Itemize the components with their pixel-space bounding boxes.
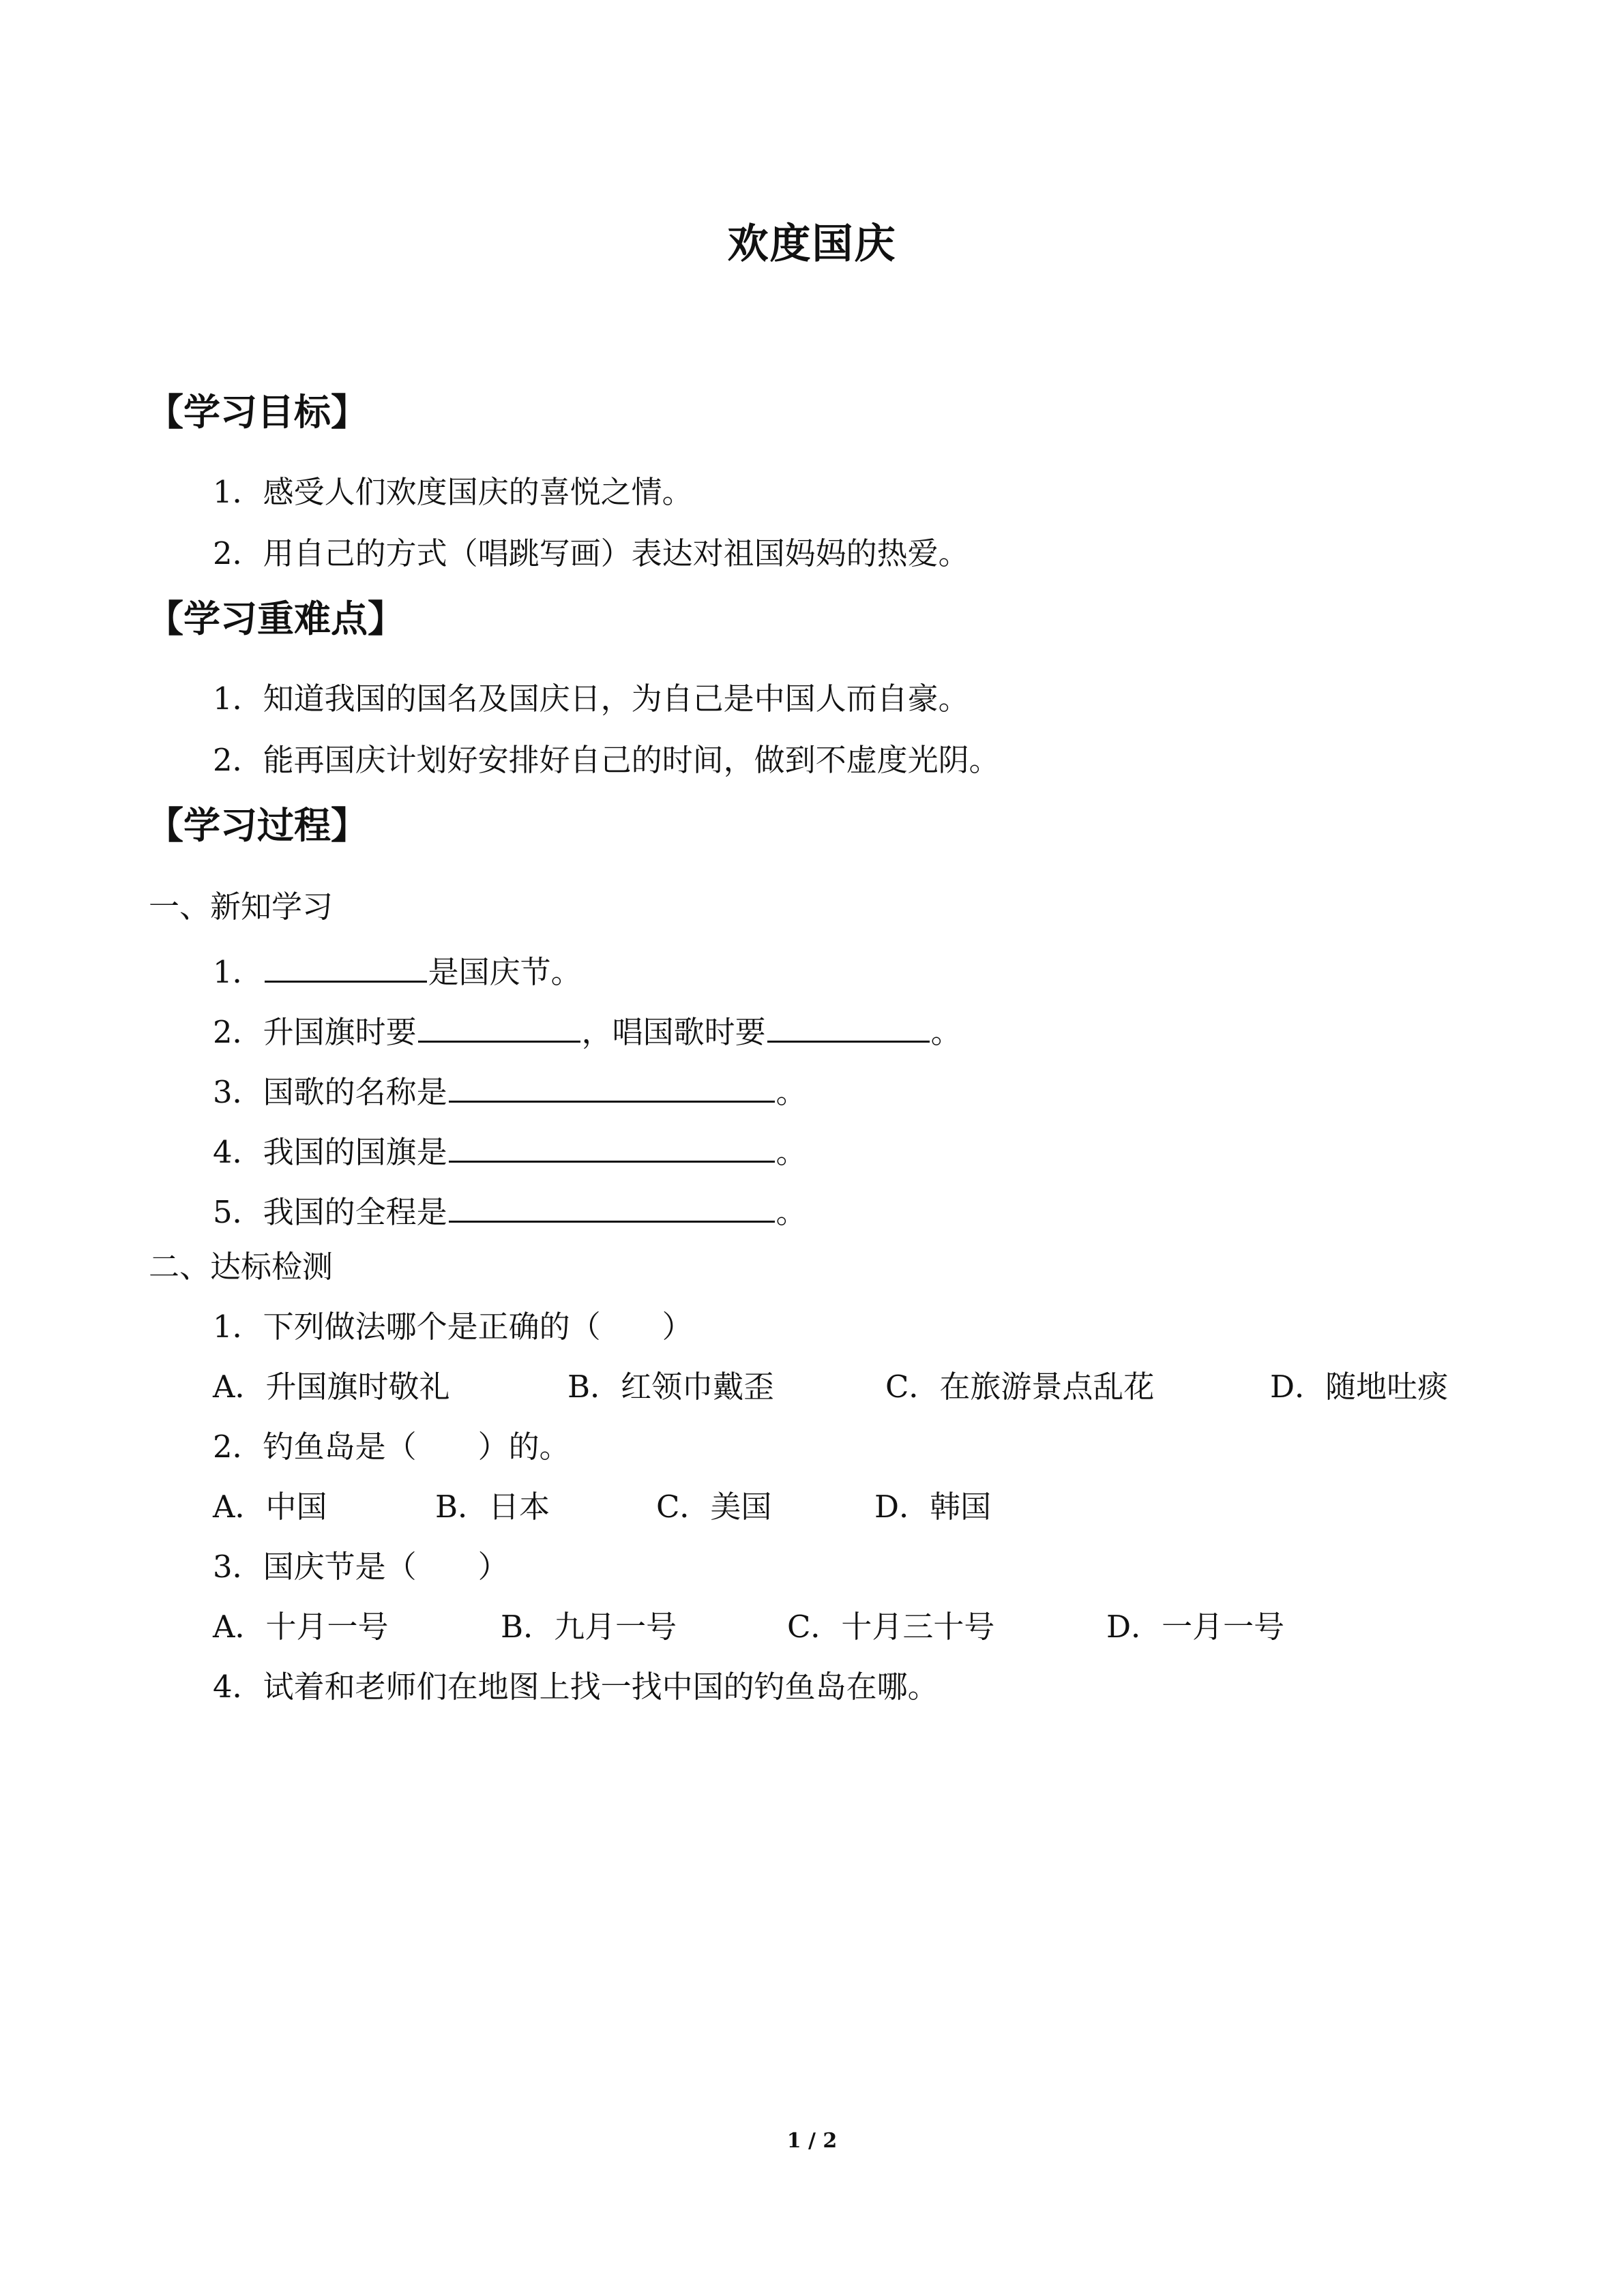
question-prefix: 2．升国旗时要 — [213, 1014, 417, 1050]
choice-q3-option-b[interactable]: B．九月一号 — [501, 1609, 677, 1645]
question-suffix: 。 — [776, 1074, 807, 1110]
choice-q1-option-a[interactable]: A．升国旗时敬礼 — [213, 1369, 450, 1405]
answer-blank[interactable] — [767, 1008, 930, 1043]
goal-item-1: 1．感受人们欢度国庆的喜悦之情。 — [213, 474, 693, 510]
choice-q1-option-b[interactable]: B．红领巾戴歪 — [567, 1369, 775, 1405]
choice-question-2-stem: 2．钓鱼岛是（ ）的。 — [213, 1429, 570, 1465]
fill-question-4 — [213, 1128, 807, 1172]
section-heading-process: 【学习过程】 — [147, 804, 368, 847]
answer-blank[interactable] — [449, 1068, 775, 1103]
question-suffix: 。 — [776, 1194, 807, 1230]
section-heading-key-points: 【学习重难点】 — [147, 597, 404, 640]
fill-question-3 — [213, 1068, 807, 1112]
choice-q1-option-c[interactable]: C．在旅游景点乱花 — [885, 1369, 1155, 1405]
answer-blank[interactable] — [449, 1128, 775, 1163]
question-suffix: 是国庆节。 — [428, 954, 582, 990]
choice-q2-option-c[interactable]: C．美国 — [656, 1489, 772, 1525]
question-prefix: 1． — [213, 954, 263, 990]
page-title: 欢度国庆 — [727, 220, 897, 268]
question-middle: ，唱国歌时要 — [581, 1014, 766, 1050]
fill-question-1 — [213, 948, 582, 992]
choice-q2-option-a[interactable]: A．中国 — [213, 1489, 327, 1525]
question-prefix: 4．我国的国旗是 — [213, 1134, 447, 1170]
choice-q2-option-b[interactable]: B．日本 — [435, 1489, 550, 1525]
choice-question-1-stem: 1．下列做法哪个是正确的（ ） — [213, 1309, 693, 1345]
section-heading-goals: 【学习目标】 — [147, 391, 368, 434]
key-point-item-1: 1．知道我国的国名及国庆日，为自己是中国人而自豪。 — [213, 681, 969, 717]
question-suffix: 。 — [930, 1014, 962, 1050]
answer-blank[interactable] — [265, 948, 427, 983]
question-suffix: 。 — [776, 1134, 807, 1170]
choice-q1-option-d[interactable]: D．随地吐痰 — [1270, 1369, 1449, 1405]
part2-label: 二、达标检测 — [149, 1249, 334, 1285]
choice-q3-option-c[interactable]: C．十月三十号 — [787, 1609, 995, 1645]
choice-q3-option-d[interactable]: D．一月一号 — [1106, 1609, 1285, 1645]
answer-blank[interactable] — [449, 1188, 775, 1223]
goal-item-2: 2．用自己的方式（唱跳写画）表达对祖国妈妈的热爱。 — [213, 535, 969, 571]
question-prefix: 5．我国的全程是 — [213, 1194, 447, 1230]
fill-question-2 — [213, 1008, 962, 1052]
choice-question-3-stem: 3．国庆节是（ ） — [213, 1549, 509, 1585]
page-number: 1 / 2 — [786, 2129, 838, 2153]
question-prefix: 3．国歌的名称是 — [213, 1074, 447, 1110]
question-4-stem: 4．试着和老师们在地图上找一找中国的钓鱼岛在哪。 — [213, 1669, 939, 1705]
fill-question-5 — [213, 1188, 807, 1232]
part1-label: 一、新知学习 — [149, 889, 334, 925]
key-point-item-2: 2．能再国庆计划好安排好自己的时间，做到不虚度光阴。 — [213, 742, 1000, 778]
choice-q2-option-d[interactable]: D．韩国 — [874, 1489, 992, 1525]
answer-blank[interactable] — [418, 1008, 580, 1043]
choice-q3-option-a[interactable]: A．十月一号 — [213, 1609, 389, 1645]
